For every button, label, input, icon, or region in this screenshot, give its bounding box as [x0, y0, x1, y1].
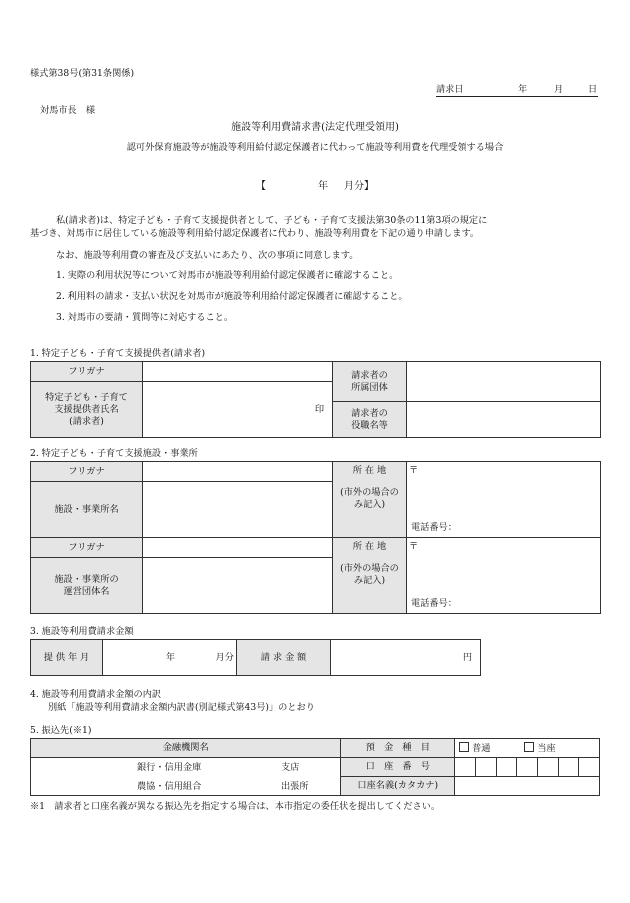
bank-name-header: 金融機関名 — [31, 739, 341, 758]
operator-phone-label: 電話番号： — [411, 598, 457, 609]
amount-input[interactable] — [331, 640, 481, 676]
provider-name-label-line-1: 特定子ども・子育て — [45, 391, 128, 403]
account-number-digit-4[interactable] — [517, 758, 538, 777]
request-date-day: 日 — [588, 84, 598, 95]
request-date-label: 請求日 — [436, 84, 464, 95]
provider-name-label-line-2: 支援提供者氏名 — [54, 403, 119, 415]
declaration-line-2: 基づき、対馬市に居住している施設等利用給付認定保護者に代わり、施設等利用費を下記の通り申請します。 — [30, 228, 480, 239]
yen-unit: 円 — [462, 651, 472, 663]
facility-furigana-label: フリガナ — [31, 462, 143, 482]
request-date-year: 年 — [518, 84, 528, 95]
section-3-heading: 3. 施設等利用費請求金額 — [30, 626, 134, 637]
provider-org-label-line-1: 請求者の — [351, 369, 388, 381]
account-number-digit-3[interactable] — [496, 758, 517, 777]
provider-table — [30, 361, 601, 438]
account-type-options — [455, 739, 600, 758]
provider-org-label-line-2: 所属団体 — [351, 381, 388, 393]
facility-name-label: 施設・事業所名 — [31, 482, 143, 538]
ordinary-checkbox[interactable] — [459, 742, 469, 752]
operator-postal-mark: 〒 — [409, 541, 419, 552]
operator-furigana-label: フリガナ — [31, 538, 143, 558]
provider-org-input[interactable] — [407, 362, 601, 402]
service-period-input[interactable] — [103, 640, 237, 676]
operator-name-label-line-2: 運営団体名 — [63, 585, 110, 597]
provider-title-input[interactable] — [407, 402, 601, 438]
bank-type-line-2: 農協・信用組合 — [137, 781, 202, 792]
account-name-input[interactable] — [455, 777, 600, 796]
seal-mark: 印 — [314, 403, 324, 415]
period-year: 年 — [318, 181, 328, 192]
operator-address-note-line-2: み記入) — [353, 575, 386, 586]
account-number-label: 口 座 番 号 — [341, 758, 455, 777]
provider-title-label-line-2: 役職名等 — [351, 419, 388, 431]
consent-paragraph: なお、施設等利用費の審査及び支払いにあたり、次の事項に同意します。 — [56, 250, 359, 261]
section-4-text: 別紙「施設等利用費請求金額内訳書(別記様式第43号)」のとおり — [48, 702, 315, 713]
provider-org-label — [333, 362, 407, 402]
current-checkbox[interactable] — [524, 742, 534, 752]
bank-name-input[interactable] — [31, 758, 341, 796]
document-subtitle: 認可外保育施設等が施設等利用給付認定保護者に代わって施設等利用費を代理受領する場合 — [126, 142, 504, 153]
section-2-heading: 2. 特定子ども・子育て支援施設・事業所 — [30, 448, 198, 459]
account-name-label: 口座名義(カタカナ) — [341, 777, 455, 796]
account-number-digit-1[interactable] — [455, 758, 476, 777]
operator-address-input[interactable] — [407, 538, 601, 614]
service-period-year: 年 — [165, 651, 175, 663]
provider-furigana-label: フリガナ — [31, 362, 143, 382]
period-month: 月分】 — [344, 181, 374, 192]
account-number-digit-2[interactable] — [475, 758, 496, 777]
operator-name-label — [31, 558, 143, 614]
provider-title-label-line-1: 請求者の — [351, 407, 388, 419]
section-5-heading: 5. 振込先(※1) — [30, 725, 92, 736]
operator-address-label — [333, 538, 407, 614]
section-4-heading: 4. 施設等利用費請求金額の内訳 — [30, 689, 162, 700]
amount-label: 請 求 金 額 — [237, 640, 331, 676]
amount-table — [30, 639, 481, 676]
period-open-bracket: 【 — [256, 181, 266, 192]
facility-postal-mark: 〒 — [409, 465, 419, 476]
account-number-digit-6[interactable] — [558, 758, 579, 777]
facility-furigana-input[interactable] — [143, 462, 333, 482]
provider-title-label — [333, 402, 407, 438]
facility-name-input[interactable] — [143, 482, 333, 538]
provider-name-label-line-3: (請求者) — [69, 415, 104, 427]
facility-table — [30, 461, 601, 614]
facility-address-note-line-1: (市外の場合の — [340, 487, 399, 498]
bank-table — [30, 738, 600, 796]
account-type-label: 預 金 種 目 — [341, 739, 455, 758]
account-number-digit-7[interactable] — [579, 758, 600, 777]
facility-address-input[interactable] — [407, 462, 601, 538]
request-date-field[interactable] — [436, 83, 598, 97]
consent-item-1: 1. 実際の利用状況等について対馬市が施設等利用給付認定保護者に確認すること。 — [56, 270, 399, 281]
facility-phone-label: 電話番号： — [411, 522, 457, 533]
branch-label-2: 出張所 — [281, 781, 309, 792]
operator-address-note-line-1: (市外の場合の — [340, 563, 399, 574]
consent-item-3: 3. 対馬市の要請・質問等に対応すること。 — [56, 312, 234, 323]
request-date-month: 月 — [554, 84, 564, 95]
declaration-line-1: 私(請求者)は、特定子ども・子育て支援提供者として、子ども・子育て支援法第30条の11第3項の規定に — [56, 215, 488, 226]
provider-name-label — [31, 382, 143, 438]
operator-name-input[interactable] — [143, 558, 333, 614]
addressee: 対馬市長 様 — [40, 105, 96, 116]
operator-address-label-text: 所 在 地 — [352, 541, 387, 552]
operator-name-label-line-1: 施設・事業所の — [54, 573, 119, 585]
footnote: ※1 請求者と口座名義が異なる振込先を指定する場合は、本市指定の委任状を提出してください。 — [30, 801, 441, 812]
service-period-month: 月分 — [215, 651, 234, 663]
provider-furigana-input[interactable] — [143, 362, 333, 382]
operator-furigana-input[interactable] — [143, 538, 333, 558]
ordinary-label: 普通 — [472, 742, 491, 754]
document-title: 施設等利用費請求書(法定代理受領用) — [231, 122, 399, 133]
branch-label-1: 支店 — [281, 762, 300, 773]
facility-address-note-line-2: み記入) — [353, 499, 386, 510]
facility-address-label — [333, 462, 407, 538]
section-1-heading: 1. 特定子ども・子育て支援提供者(請求者) — [30, 348, 206, 359]
current-label: 当座 — [537, 742, 556, 754]
declaration-paragraph — [30, 214, 602, 240]
form-number: 様式第38号(第31条関係) — [30, 68, 135, 79]
facility-address-label-text: 所 在 地 — [352, 465, 387, 476]
account-number-digit-5[interactable] — [537, 758, 558, 777]
service-period-label: 提 供 年 月 — [31, 640, 103, 676]
bank-type-line-1: 銀行・信用金庫 — [137, 762, 202, 773]
consent-item-2: 2. 利用料の請求・支払い状況を対馬市が施設等利用給付認定保護者に確認すること。 — [56, 291, 408, 302]
provider-name-input[interactable] — [143, 382, 333, 438]
